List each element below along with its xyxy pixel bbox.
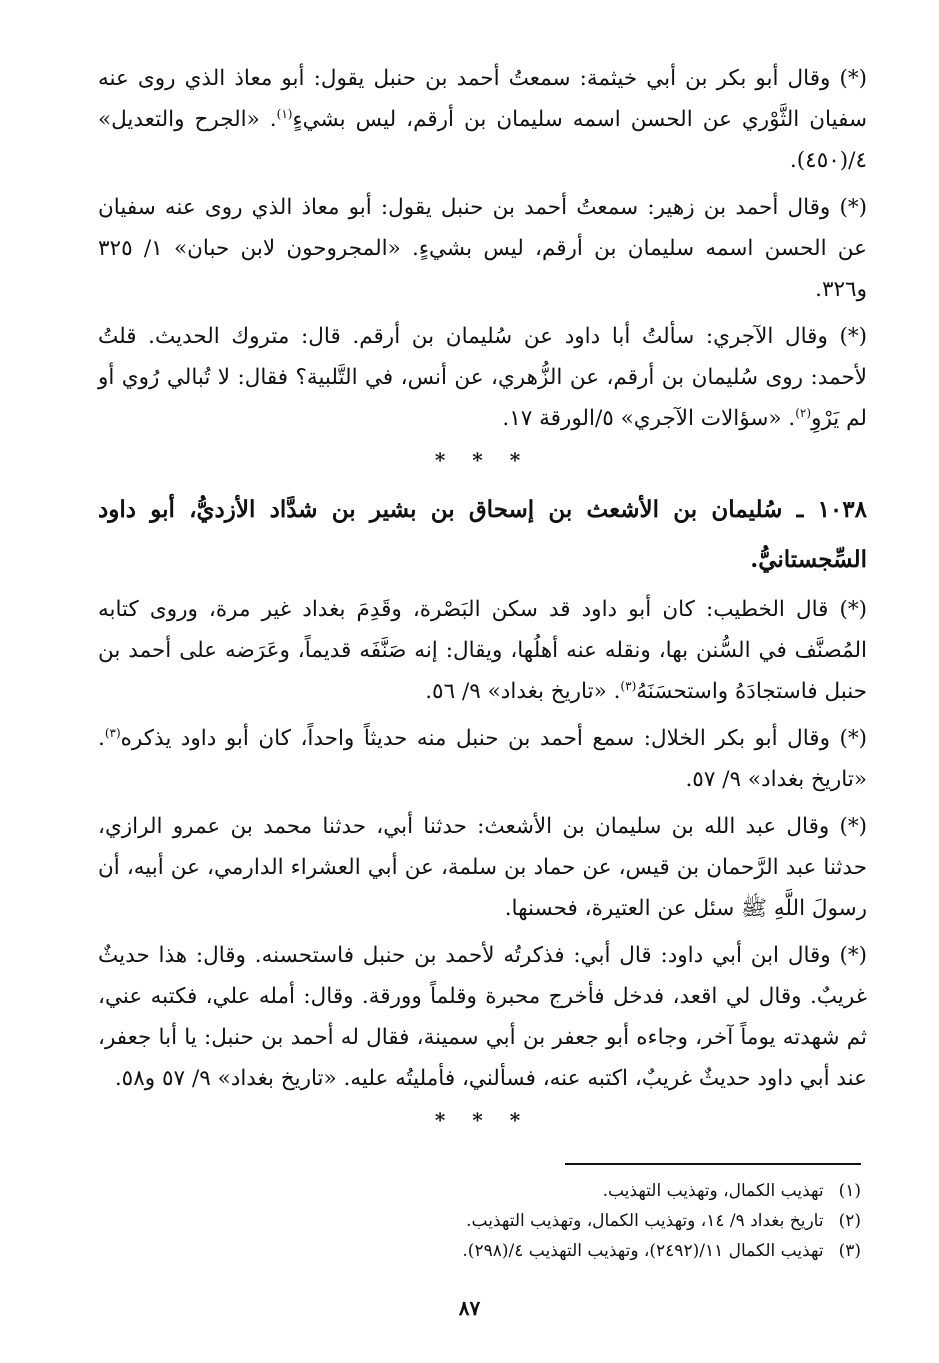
paragraph-al-khatib: (*) قال الخطيب: كان أبو داود قد سكن البَصْرة، وقَدِمَ بغداد غير مرة، وروى كتابه المُصنَّف في السُّنن بها، ونقله عنه أهلُها، ويقال: إنه صَنَّفَه قديماً، وعَرَضه على أحمد بن حنبل فاستجادَهُ واستحسَنَهُ$^{(٣)}$. «تاريخ بغداد» ٩/ ٥٦. (98, 597, 867, 704)
footnote-text: تهذيب الكمال، وتهذيب التهذيب. (602, 1181, 824, 1201)
paragraph-ibn-abi-dawud: (*) وقال ابن أبي داود: قال أبي: فذكرتُه لأحمد بن حنبل فاستحسنه. وقال: هذا حديثٌ غريبٌ. وقال لي اقعد، فدخل فأخرج محبرة وقلماً وورقة. وقال: أمله علي، فكتبه عني، ثم شهدته يوماً آخر، وجاءه أبو جعفر بن أبي سمينة، فقال له أحمد بن حنبل: يا أبا جعفر، عند أبي داود حديثٌ غريبٌ، اكتبه عنه، فسألني، فأمليتُه عليه. «تاريخ بغداد» ٩/ ٥٧ و٥٨. (98, 943, 867, 1091)
body-text-section-2 (98, 589, 867, 1099)
footnote-item (101, 1206, 861, 1236)
footnote-text: تهذيب الكمال ١١/(٢٤٩٢)، وتهذيب التهذيب ٤/(٢٩٨). (462, 1241, 824, 1261)
paragraph-al-ajurri: (*) وقال الآجري: سألتُ أبا داود عن سُليمان بن أرقم. قال: متروك الحديث. قلتُ لأحمد: روى سُليمان بن أرقم، عن الزُّهري، عن أنس، في التَّلبية؟ فقال: لا تُبالي رُوي أو لم يَرْوِ$^{(٢)}$. «سؤالات الآجري» ٥/الورقة ١٧. (98, 324, 867, 431)
footnote-item (101, 1236, 861, 1266)
section-separator: * * * (434, 448, 531, 472)
footnote-ref[interactable]: (١) (276, 106, 293, 121)
paragraph-abdullah-ibn-sulayman: (*) وقال عبد الله بن سليمان بن الأشعث: حدثنا أبي، حدثنا محمد بن عمرو الرازي، حدثنا عبد الرَّحمان بن قيس، عن حماد بن سلمة، عن أبي العشراء الدارمي، عن أبيه، أن رسولَ اللَّهِ ﷺ سئل عن العتيرة، فحسنها. (98, 814, 867, 921)
paragraph-abu-bakr-ibn-abi-khaythama: (*) وقال أبو بكر بن أبي خيثمة: سمعتُ أحمد بن حنبل يقول: أبو معاذ الذي روى عنه سفيان الثَّوْري عن الحسن اسمه سليمان بن أرقم، ليس بشيءٍ$^{(١)}$. «الجرح والتعديل» ٤/(٤٥٠). (98, 66, 867, 173)
footnote-divider (565, 1163, 861, 1165)
footnote-ref[interactable]: (٢) (795, 405, 812, 420)
paragraph-ahmad-ibn-zuhayr: (*) وقال أحمد بن زهير: سمعتُ أحمد بن حنبل يقول: أبو معاذ الذي روى عنه سفيان عن الحسن اسمه سليمان بن أرقم، ليس بشيءٍ. «المجروحون لابن حبان» ١/ ٣٢٥ و٣٢٦. (98, 195, 867, 302)
footnote-text: تاريخ بغداد ٩/ ١٤، وتهذيب الكمال، وتهذيب التهذيب. (466, 1211, 824, 1231)
footnote-item (101, 1176, 861, 1206)
footnote-number: (٣) (838, 1241, 861, 1261)
footnote-number: (١) (838, 1181, 861, 1201)
paragraph-al-khallal: (*) وقال أبو بكر الخلال: سمع أحمد بن حنبل منه حديثاً واحداً، كان أبو داود يذكره$^{(٣)}$. «تاريخ بغداد» ٩/ ٥٧. (98, 725, 867, 792)
footnotes (101, 1176, 861, 1266)
page-number: ٨٧ (458, 1296, 481, 1320)
entry-heading: ١٠٣٨ ـ سُليمان بن الأشعث بن إسحاق بن بشير بن شدَّاد الأزديُّ، أبو داود السِّجستانيُّ. (98, 496, 867, 573)
section-separator: * * * (434, 1108, 531, 1132)
body-text-section-1 (98, 58, 867, 439)
footnote-ref[interactable]: (٣) (620, 678, 637, 693)
footnote-ref[interactable]: (٣) (104, 725, 121, 740)
footnote-number: (٢) (838, 1211, 861, 1231)
